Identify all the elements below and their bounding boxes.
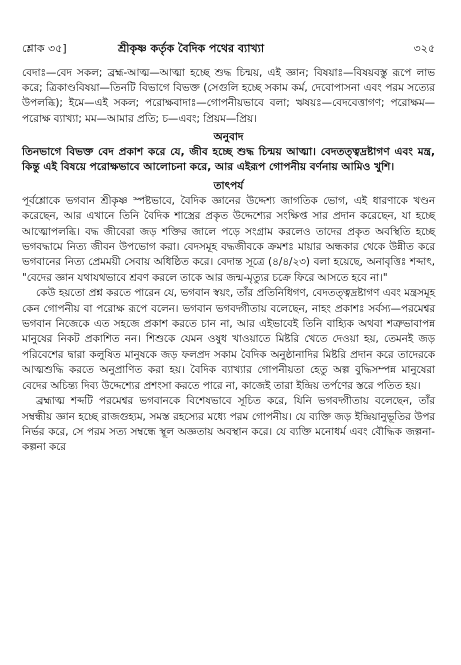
page-number: ৩২৫ <box>413 42 435 55</box>
purport-heading: তাৎপর্য <box>213 179 244 192</box>
translation-heading: অনুবাদ <box>213 130 244 143</box>
verse-reference: শ্লোক ৩৫] <box>22 42 67 55</box>
translation-paragraph: তিনভাগে বিভক্ত বেদ প্রকাশ করে যে, জীব হচ্ছে শুদ্ধ চিন্ময় আত্মা। বেদতত্ত্বদ্রষ্টাগণ এবং মন্ত্র, কিন্তু এই বিষয়ে পরোক্ষভাবে আলোচনা করে, আর এইরূপ গোপনীয় বর্ণনায় আমিও খুশি। <box>22 145 435 174</box>
purport-paragraph: পূর্বশ্লোকে ভগবান শ্রীকৃষ্ণ স্পষ্টভাবে, বৈদিক জ্ঞানের উদ্দেশ্য জাগতিক ভোগ, এই ধারণাকে খণ্ডন করেছেন, আর এখানে তিনি বৈদিক শাস্ত্রের প্রকৃত উদ্দেশ্যের সংক্ষিপ্ত সার প্রদান করেছেন, যা হচ্ছে আত্মোপলব্ধি। বদ্ধ জীবেরা জড় শক্তির জালে পড়ে সংগ্রাম করলেও তাদের প্রকৃত অবস্থিতি হচ্ছে ভগবদ্ধামে নিত্য জীবন উপভোগ করা। বেদসমূহ বদ্ধজীবকে ক্রমশঃ মায়ার অন্ধকার থেকে উন্নীত করে ভগবানের নিত্য প্রেমময়ী সেবায় অধিষ্ঠিত করে। বেদান্ত সূত্রে (৪/৪/২৩) বলা হয়েছে, অনাবৃত্তিঃ শব্দাৎ, "বেদের জ্ঞান যথাযথভাবে শ্রবণ করলে তাকে আর জন্ম-মৃত্যুর চক্রে ফিরে আসতে হবে না।" <box>22 194 435 284</box>
page-content <box>22 66 435 456</box>
purport-paragraph: কেউ হয়তো প্রশ্ন করতে পারেন যে, ভগবান স্বয়ং, তাঁর প্রতিনিধিগণ, বেদতত্ত্বদ্রষ্টাগণ এবং মন্ত্রসমূহ কেন গোপনীয় বা পরোক্ষ রূপে বলেন। ভগবান ভগবদ্গীতায় বলেছেন, নাহং প্রকাশঃ সর্বস্য—পরমেশ্বর ভগবান নিজেকে এত সহজে প্রকাশ করতে চান না, আর এইভাবেই তিনি বাহ্যিক অথবা শত্রুভাবাপন্ন মানুষের নিকট প্রকাশিত নন। শিশুকে যেমন ওষুধ খাওয়াতে মিষ্টরি খেতে দেওয়া হয়, তেমনই জড় পরিবেশের দ্বারা কলুষিত মানুষকে জড় ফলপ্রদ সকাম বৈদিক অনুষ্ঠানাদির মিষ্টরি প্রদান করে তাদেরকে আত্মশুদ্ধি করতে অনুপ্রাণিত করা হয়। বৈদিক ব্যাখ্যার গোপনীয়তা হেতু অল্প বুদ্ধিসম্পন্ন মানুষেরা বেদের অচিন্ত্য দিব্য উদ্দেশ্যের প্রশংসা করতে পারে না, কাজেই তারা ইন্দ্রিয় তর্পণের স্তরে পতিত হয়। <box>22 287 435 392</box>
page-header <box>22 40 435 58</box>
synonyms-paragraph: বেদাঃ—বেদ সকল; ব্রহ্ম-আত্ম—আত্মা হচ্ছে শুদ্ধ চিন্ময়, এই জ্ঞান; বিষয়াঃ—বিষয়বস্তু রূপে লাভ করে; ত্রিকাণ্ডবিষয়া—তিনটি বিভাগে বিভক্ত (সেগুলি হচ্ছে সকাম কর্ম, দেবোপাসনা এবং পরম সত্যের উপলব্ধি); ইমে—এই সকল; পরোক্ষবাদাঃ—গোপনীয়ভাবে বলা; ঋষয়ঃ—বেদবেত্তাগণ; পরোক্ষম—পরোক্ষ ব্যাখ্যা; মম—আমার প্রতি; চ—এবং; প্রিয়ম—প্রিয়। <box>22 67 435 125</box>
purport-paragraph: ব্রহ্মাত্ম শব্দটি পরমেশ্বর ভগবানকে বিশেষভাবে সূচিত করে, যিনি ভগবদ্গীতায় বলেছেন, তাঁর সম্বন্ধীয় জ্ঞান হচ্ছে রাজগুহ্যম, সমস্ত রহস্যের মধ্যে পরম গোপনীয়। যে ব্যক্তি জড় ইন্দ্রিয়ানুভূতির উপর নির্ভর করে, সে পরম সত্য সম্বন্ধে স্থূল অজ্ঞতায় অবস্থান করে। যে ব্যক্তি মনোধর্ম এবং বৌদ্ধিক জল্পনা-কল্পনা করে <box>22 395 435 454</box>
chapter-running-title: শ্রীকৃষ্ণ কর্তৃক বৈদিক পথের ব্যাখ্যা <box>118 42 265 55</box>
